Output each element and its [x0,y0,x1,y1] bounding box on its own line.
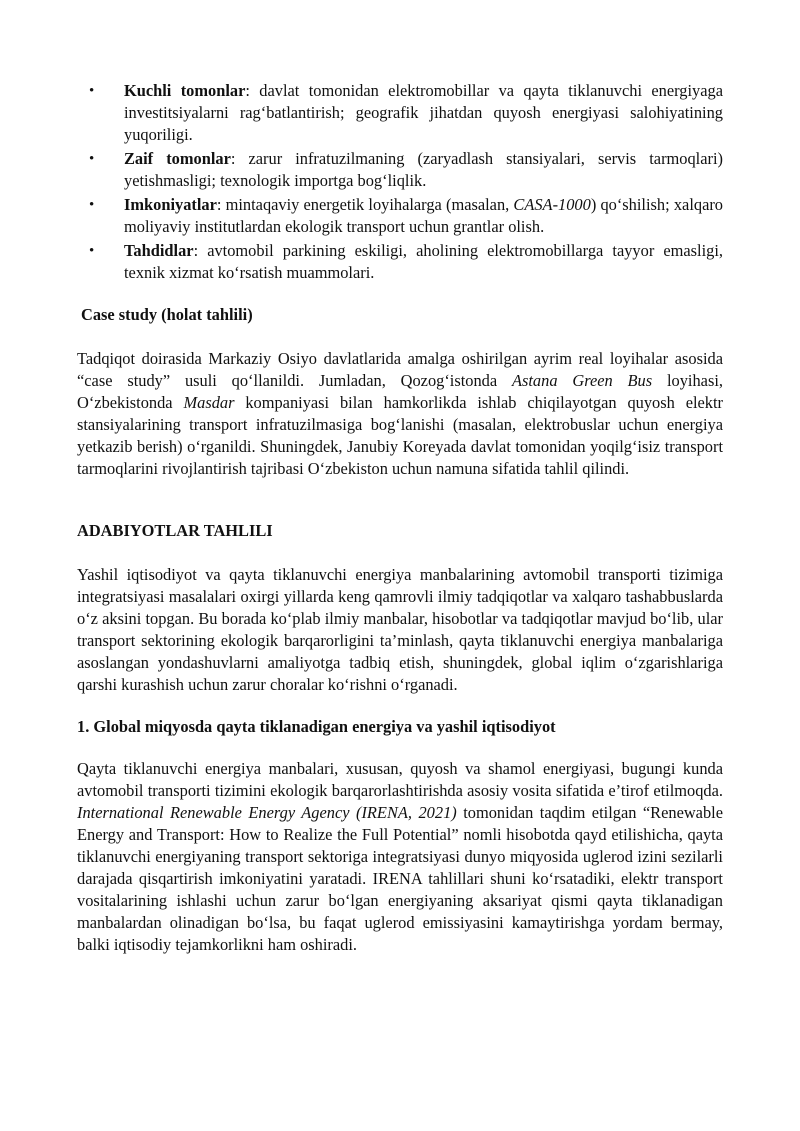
literature-heading: ADABIYOTLAR TAHLILI [77,521,273,540]
list-item-text: ) qo‘shilish; xalqaro moliyaviy institutlardan ekologik transport uchun grantlar olish. [124,195,723,236]
paragraph-text: tomonidan taqdim etilgan “Renewable Energy and Transport: How to Realize the Full Potential” nomli hisobotda qayd etilishicha, qayta tiklanuvchi energiyaning transport sektoriga integratsiyasi dunyo miqyosida uglerod izini sezilarli darajada qisqartirish imkoniyatini yaratadi. IRENA tahlillari shuni ko‘rsatadiki, elektr transport vositalarining ishlashi uchun zarur bo‘lgan energiyaning aksariyat qismi qayta tiklanadigan manbalardan olinadigan bo‘lsa, bu faqat uglerod emissiyasini kamaytirishga yordam bermay, balki iqtisodiy tejamkorlikni ham oshiradi. [77,803,723,954]
list-item-term: Kuchli tomonlar [124,81,246,100]
case-study-paragraph [77,348,723,480]
list-item-threats [77,240,723,284]
document-page [77,80,723,956]
bullet-icon: • [89,243,95,259]
list-item-text: : zarur infratuzilmaning (zaryadlash stansiyalari, servis tarmoqlari) yetishmasligi; texnologik importga bog‘liqlik. [124,149,723,190]
list-item-text: : davlat tomonidan elektromobillar va qayta tiklanuvchi energiyaga investitsiyalarni rag‘batlantirish; geografik jihatdan quyosh energiyasi salohiyatining yuqoriligi. [124,81,723,144]
paragraph-text: Qayta tiklanuvchi energiya manbalari, xususan, quyosh va shamol energiyasi, bugungi kunda avtomobil transporti tizimini ekologik barqarorlashtirishda asosiy vosita sifatida e’tirof etilmoqda. [77,759,723,800]
bullet-icon: • [89,197,95,213]
list-item-opportunities [77,194,723,238]
paragraph-italic: International Renewable Energy Agency (IRENA, 2021) [77,803,457,822]
list-item-weaknesses [77,148,723,192]
bullet-icon: • [89,83,95,99]
list-item-term: Imkoniyatlar [124,195,217,214]
list-item-text: : mintaqaviy energetik loyihalarga (masalan, [216,195,514,214]
swot-list [77,80,723,284]
paragraph-text: Tadqiqot doirasida Markaziy Osiyo davlatlarida amalga oshirilgan ayrim real loyihalar asosida “case study” usuli qo‘llanildi. Jumladan, Qozog‘istonda [77,349,723,390]
list-item-term: Tahdidlar [124,241,194,260]
paragraph-text: kompaniyasi bilan hamkorlikda ishlab chiqilayotgan quyosh elektr stansiyalarining transport infratuzilmasiga bog‘lanishi (masalan, elektrobuslar uchun energiya yetkazib berish) o‘rganildi. Shuningdek, Janubiy Koreyada davlat tomonidan yoqilg‘isiz transport tarmoqlarini rivojlantirish tajribasi O‘zbekiston uchun namuna sifatida tahlil qilindi. [77,393,724,478]
case-study-heading: Case study (holat tahlili) [81,305,253,324]
list-item-term: Zaif tomonlar [124,149,231,168]
section1-paragraph [77,758,723,956]
bullet-icon: • [89,151,95,167]
section1-heading: 1. Global miqyosda qayta tiklanadigan energiya va yashil iqtisodiyot [77,717,556,736]
list-item-italic: CASA-1000 [513,195,591,214]
literature-paragraph: Yashil iqtisodiyot va qayta tiklanuvchi energiya manbalarining avtomobil transporti tizimiga integratsiyasi masalalari oxirgi yillarda keng qamrovli ilmiy tadqiqotlar va xalqaro tashabbuslarda o‘z aksini topgan. Bu borada ko‘plab ilmiy manbalar, hisobotlar va tadqiqotlar mavjud bo‘lib, ular transport sektorining ekologik barqarorligini ta’minlash, qayta tiklanuvchi energiya manbalariga asoslangan yondashuvlarni amaliyotga tadbiq etish, shuningdek, global iqlim o‘zgarishlariga qarshi kurashish uchun zarur choralar ko‘rishni o‘rganadi. [77,565,723,694]
paragraph-italic: Masdar [183,393,235,412]
paragraph-italic: Astana Green Bus [511,371,653,390]
list-item-strengths [77,80,723,146]
list-item-text: : avtomobil parkining eskiligi, aholining elektromobillarga tayyor emasligi, texnik xizmat ko‘rsatish muammolari. [124,241,723,282]
paragraph-text: loyihasi, O‘zbekistonda [77,371,723,412]
